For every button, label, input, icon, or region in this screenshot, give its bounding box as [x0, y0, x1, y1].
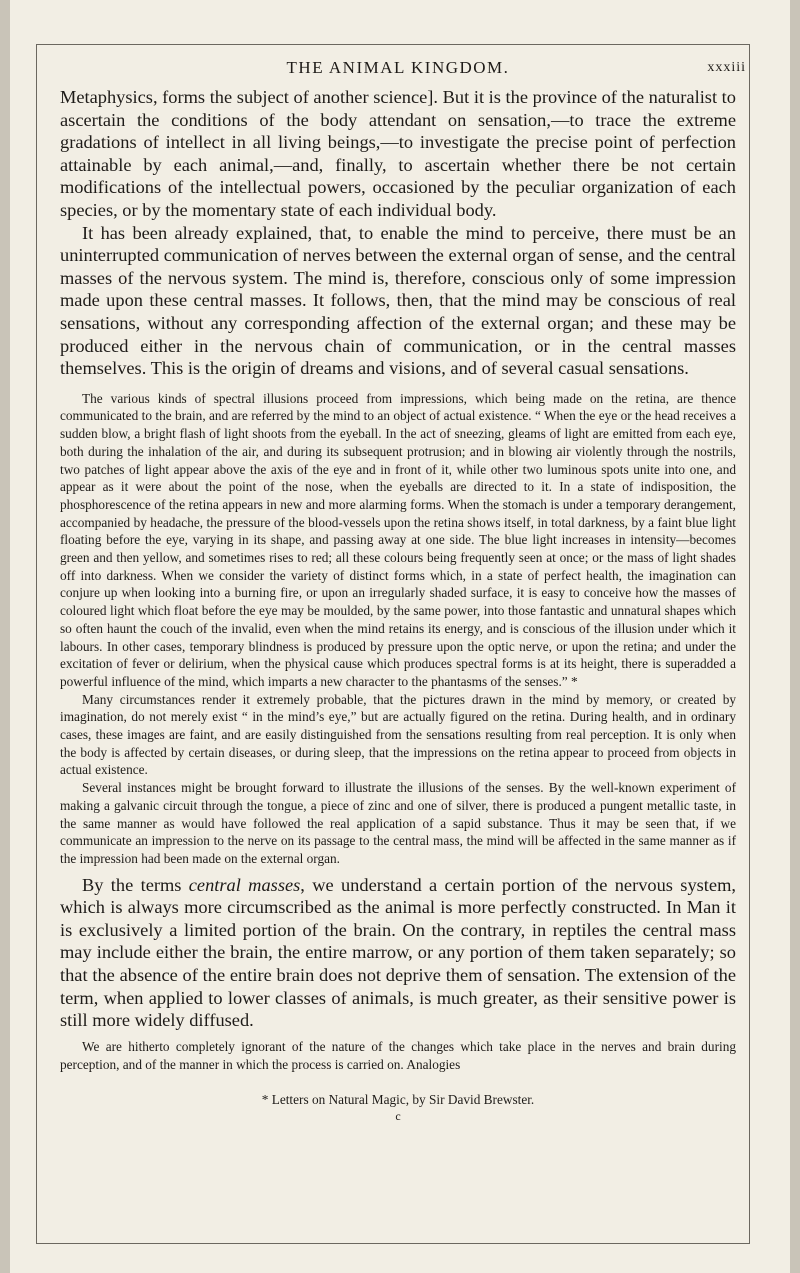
page-number: xxxiii	[707, 60, 746, 75]
running-head	[50, 58, 746, 82]
footnote: * Letters on Natural Magic, by Sir David Brewster.	[261, 1092, 535, 1108]
signature-mark: c	[395, 1109, 401, 1124]
paragraph-illusions-of-senses: Several instances might be brought forward to illustrate the illusions of the senses. By the well-known experiment of making a galvanic circuit through the tongue, a piece of zinc and one of silver, there is produced a pungent metallic taste, in the same manner as would have followed the real application of a sapid substance. Thus it may be seen that, if we communicate an impression to the nerve on its passage to the central mass, the mind will be affected in the same manner as if the impression had been made on the external organ.	[60, 780, 736, 866]
central-masses-term: central masses	[188, 874, 301, 895]
paragraph-metaphysics: Metaphysics, forms the subject of another science]. But it is the province of the naturalist to ascertain the conditions of the body attendant on sensation,—to trace the extreme gradations of intellect in all living beings,—to investigate the precise point of perfection attainable by each animal,—and, finally, to ascertain whether there be not certain modifications of the intellectual powers, occasioned by the peculiar organization of each species, or by the momentary state of each individual body.	[60, 87, 736, 220]
running-head-title: THE ANIMAL KINGDOM.	[286, 58, 510, 77]
paragraph-memory-imagination: Many circumstances render it extremely probable, that the pictures drawn in the mind by memory, or created by imagination, do not merely exist “ in the mind’s eye,” but are actually figured on the retina. During health, and in ordinary cases, these images are faint, and are easily distinguished from the sensations resulting from real perception. It is only when the body is affected by certain diseases, or during sleep, that the impressions on the retina appear to proceed from objects in actual existence.	[60, 691, 736, 778]
page-body	[60, 86, 736, 1124]
paragraph-uninterrupted-communication: It has been already explained, that, to enable the mind to perceive, there must be an uninterrupted communication of nerves between the external organ of sense, and the central masses of the nervous system. The mind is, therefore, conscious only of some impression made upon these central masses. It follows, then, that the mind may be conscious of real sensations, without any corresponding affection of the external organ; and these may be produced either in the nervous chain of communication, or in the central masses themselves. This is the origin of dreams and visions, and of several casual sensations.	[60, 222, 736, 379]
paragraph-central-masses	[60, 874, 736, 1032]
paragraph-nature-of-changes: We are hitherto completely ignorant of the nature of the changes which take place in the nerves and brain during perception, and of the manner in which the process is carried on. Analogies	[60, 1038, 736, 1072]
central-masses-lead: By the terms	[82, 874, 189, 895]
central-masses-body: , we understand a certain portion of the nervous system, which is always more circumscribed as the animal is more perfectly constructed. In Man it is exclusively a limited portion of the brain. On the contrary, in reptiles the central mass may include either the brain, the entire marrow, or any portion of them taken separately; so that the absence of the entire brain does not deprive them of sensation. The extension of the term, when applied to lower classes of animals, is much greater, as their sensitive power is still more widely diffused.	[60, 874, 736, 1031]
paragraph-spectral-illusions: The various kinds of spectral illusions proceed from impressions, which being made on the retina, are thence communicated to the brain, and are referred by the mind to an object of actual existence. “ When the eye or the head receives a sudden blow, a bright flash of light shoots from the eyeball. In the act of sneezing, gleams of light are emitted from each eye, both during the inhalation of the air, and during its subsequent protrusion; and in blowing air violently through the nostrils, two patches of light appear above the axis of the eye and in front of it, while other two luminous spots unite into one, and appear as it were about the point of the nose, when the eyeballs are directed to it. In a state of indisposition, the phosphorescence of the retina appears in new and more alarming forms. When the stomach is under a temporary derangement, accompanied by headache, the pressure of the blood-vessels upon the retina shows itself, in total darkness, by a faint blue light floating before the eye, varying in its shape, and passing away at one side. The blue light increases in intensity—becomes green and then yellow, and sometimes rises to red; all these colours being frequently seen at once; or the mass of light shades off into darkness. When we consider the variety of distinct forms which, in a state of perfect health, the imagination can conjure up when looking into a burning fire, or upon an irregularly shaded surface, it is easy to conceive how the masses of coloured light which float before the eye may be moulded, by the same power, into those fantastic and unnatural shapes which so often haunt the couch of the invalid, even when the mind retains its energy, and is conscious of the illusion under which it labours. In other cases, temporary blindness is produced by pressure upon the optic nerve, or upon the retina; and under the excitation of fever or delirium, when the physical cause which produces spectral forms is at its height, there is superadded a powerful influence of the mind, which imparts a new character to the phantasms of the senses.” *	[60, 390, 736, 689]
book-page	[10, 0, 790, 1273]
